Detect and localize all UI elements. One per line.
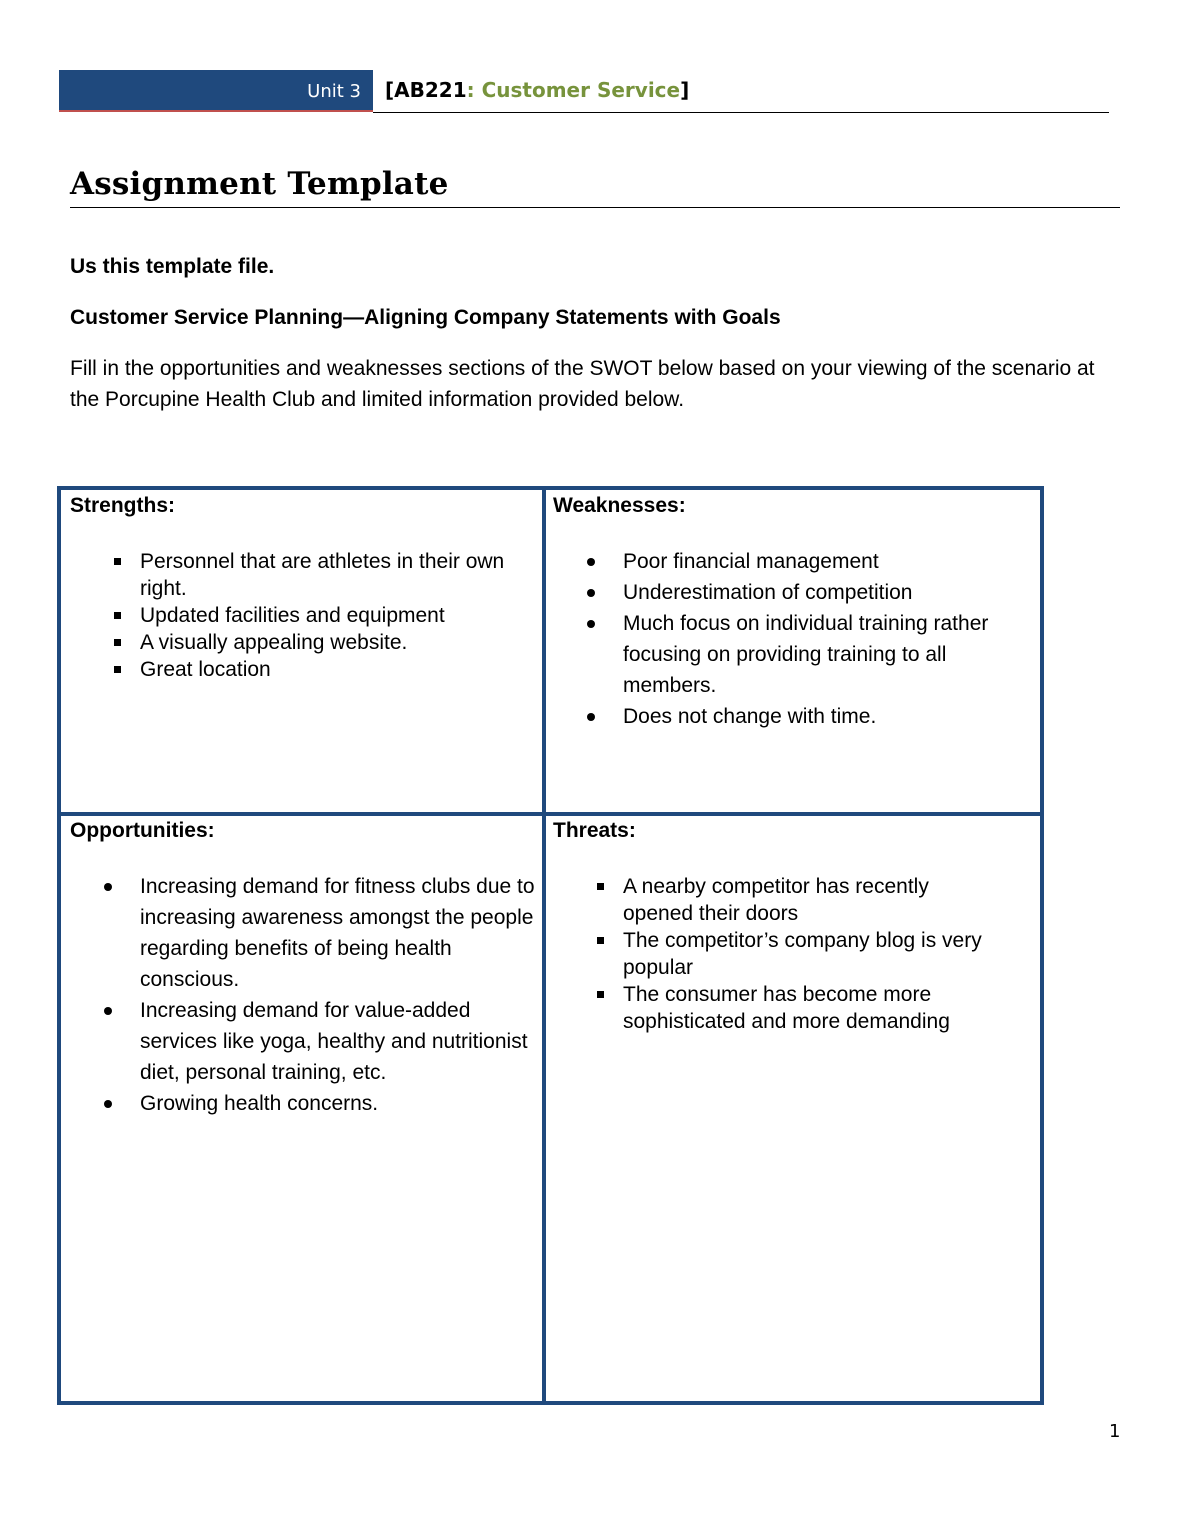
list-item: Updated facilities and equipment bbox=[70, 602, 540, 629]
list-item: Poor financial management bbox=[553, 546, 1039, 577]
list-item: Increasing demand for value-added services like yoga, healthy and nutritionist diet, personal training, etc. bbox=[70, 995, 540, 1088]
list-item: Increasing demand for fitness clubs due to increasing awareness amongst the people regarding benefits of being health conscious. bbox=[70, 871, 540, 995]
page-number: 1 bbox=[1109, 1421, 1121, 1442]
instructions-paragraph: Fill in the opportunities and weaknesses sections of the SWOT below based on your viewing of the scenario at the Porcupine Health Club and limited information provided below. bbox=[70, 357, 1095, 411]
weaknesses-title: Weaknesses: bbox=[553, 494, 686, 517]
strengths-cell bbox=[70, 494, 540, 806]
list-item: The consumer has become more sophisticated and more demanding bbox=[553, 981, 1003, 1035]
threats-cell bbox=[553, 819, 1039, 1399]
list-item: The competitor’s company blog is very popular bbox=[553, 927, 1003, 981]
course-label bbox=[385, 78, 689, 102]
course-separator: : bbox=[466, 78, 475, 102]
list-item: A visually appealing website. bbox=[70, 629, 540, 656]
strengths-title: Strengths: bbox=[70, 494, 175, 517]
course-name: Customer Service bbox=[481, 78, 681, 102]
template-note: Us this template file. bbox=[70, 255, 275, 278]
weaknesses-cell bbox=[553, 494, 1039, 806]
swot-horizontal-divider bbox=[61, 812, 1040, 816]
header-unit-bar bbox=[59, 70, 373, 112]
opportunities-list bbox=[70, 871, 540, 1119]
list-item: Underestimation of competition bbox=[553, 577, 1039, 608]
page-title: Assignment Template bbox=[70, 166, 449, 202]
threats-title: Threats: bbox=[553, 819, 636, 842]
opportunities-cell bbox=[70, 819, 540, 1399]
list-item: Much focus on individual training rather focusing on providing training to all members. bbox=[553, 608, 1039, 701]
swot-table bbox=[57, 486, 1044, 1405]
weaknesses-list bbox=[553, 546, 1039, 732]
course-bracket-close: ] bbox=[680, 78, 690, 102]
list-item: Personnel that are athletes in their own right. bbox=[70, 548, 540, 602]
list-item: Does not change with time. bbox=[553, 701, 1039, 732]
list-item: A nearby competitor has recently opened their doors bbox=[553, 873, 1003, 927]
list-item: Great location bbox=[70, 656, 540, 683]
section-subheading: Customer Service Planning—Aligning Company Statements with Goals bbox=[70, 306, 781, 329]
threats-list bbox=[553, 873, 1003, 1035]
title-divider bbox=[70, 207, 1120, 208]
course-bracket-open: [ bbox=[385, 78, 395, 102]
strengths-list bbox=[70, 548, 540, 683]
unit-label: Unit 3 bbox=[307, 81, 361, 102]
list-item: Growing health concerns. bbox=[70, 1088, 540, 1119]
header-rule bbox=[373, 112, 1109, 113]
swot-vertical-divider bbox=[542, 490, 546, 1401]
opportunities-title: Opportunities: bbox=[70, 819, 215, 842]
course-code: AB221 bbox=[394, 78, 467, 102]
